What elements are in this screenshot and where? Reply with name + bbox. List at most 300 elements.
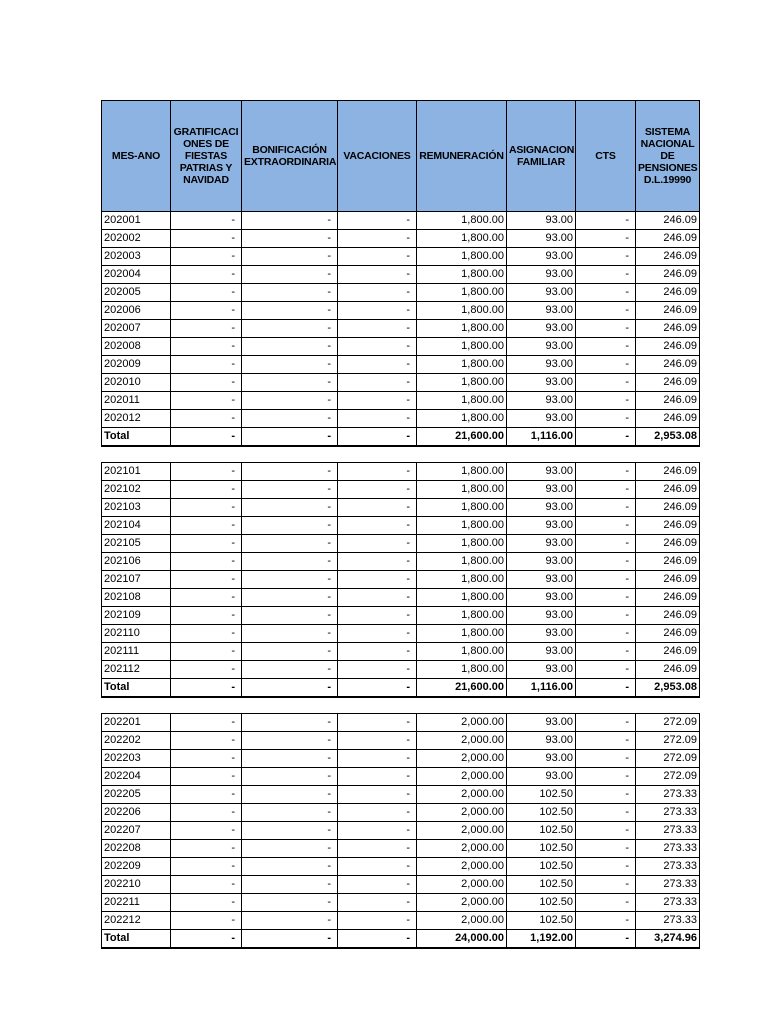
cell-cts: - [576,428,636,447]
table-row [102,463,700,481]
cell-cts: - [576,589,636,607]
cell-vacaciones: - [338,643,417,661]
cell-vacaciones: - [338,338,417,356]
cell-remuneracion: 1,800.00 [417,607,507,625]
table-row [102,840,700,858]
cell-mes-ano: Total [102,679,171,698]
header-asignacion: ASIGNACION FAMILIAR [507,101,576,212]
cell-snp: 273.33 [636,840,700,858]
table-row [102,822,700,840]
cell-gratificaciones: - [171,392,242,410]
cell-gratificaciones: - [171,858,242,876]
cell-asignacion: 102.50 [507,876,576,894]
cell-snp: 272.09 [636,750,700,768]
cell-gratificaciones: - [171,248,242,266]
cell-cts: - [576,302,636,320]
cell-mes-ano: 202102 [102,481,171,499]
cell-mes-ano: 202007 [102,320,171,338]
cell-snp: 246.09 [636,248,700,266]
cell-gratificaciones: - [171,266,242,284]
cell-bonificacion: - [242,607,338,625]
cell-mes-ano: 202010 [102,374,171,392]
cell-vacaciones: - [338,894,417,912]
cell-vacaciones: - [338,392,417,410]
table-row [102,804,700,822]
cell-vacaciones: - [338,266,417,284]
table-row [102,392,700,410]
table-row [102,212,700,230]
table-row [102,661,700,679]
cell-vacaciones: - [338,374,417,392]
cell-bonificacion: - [242,858,338,876]
cell-vacaciones: - [338,356,417,374]
cell-mes-ano: 202211 [102,894,171,912]
cell-remuneracion: 2,000.00 [417,894,507,912]
cell-bonificacion: - [242,248,338,266]
cell-bonificacion: - [242,643,338,661]
cell-asignacion: 93.00 [507,338,576,356]
cell-snp: 272.09 [636,714,700,732]
cell-remuneracion: 21,600.00 [417,428,507,447]
cell-remuneracion: 1,800.00 [417,517,507,535]
cell-cts: - [576,356,636,374]
cell-bonificacion: - [242,553,338,571]
cell-vacaciones: - [338,786,417,804]
cell-gratificaciones: - [171,499,242,517]
cell-snp: 246.09 [636,535,700,553]
cell-snp: 273.33 [636,858,700,876]
cell-asignacion: 93.00 [507,320,576,338]
cell-asignacion: 93.00 [507,248,576,266]
cell-cts: - [576,499,636,517]
cell-remuneracion: 2,000.00 [417,840,507,858]
cell-snp: 246.09 [636,643,700,661]
cell-mes-ano: 202108 [102,589,171,607]
table-row [102,374,700,392]
table-row [102,912,700,930]
cell-mes-ano: 202210 [102,876,171,894]
cell-remuneracion: 24,000.00 [417,930,507,949]
cell-bonificacion: - [242,212,338,230]
cell-mes-ano: 202008 [102,338,171,356]
cell-snp: 246.09 [636,517,700,535]
cell-snp: 246.09 [636,410,700,428]
cell-vacaciones: - [338,517,417,535]
cell-remuneracion: 1,800.00 [417,212,507,230]
cell-snp: 246.09 [636,284,700,302]
header-cts: CTS [576,101,636,212]
cell-mes-ano: 202110 [102,625,171,643]
cell-snp: 246.09 [636,553,700,571]
cell-vacaciones: - [338,589,417,607]
cell-gratificaciones: - [171,876,242,894]
cell-bonificacion: - [242,535,338,553]
cell-bonificacion: - [242,356,338,374]
cell-asignacion: 93.00 [507,463,576,481]
cell-remuneracion: 2,000.00 [417,822,507,840]
cell-vacaciones: - [338,535,417,553]
cell-vacaciones: - [338,428,417,447]
block-spacer [102,697,700,714]
cell-gratificaciones: - [171,481,242,499]
cell-remuneracion: 1,800.00 [417,302,507,320]
cell-vacaciones: - [338,750,417,768]
cell-mes-ano: 202208 [102,840,171,858]
cell-bonificacion: - [242,625,338,643]
cell-snp: 2,953.08 [636,428,700,447]
table-row [102,768,700,786]
table-row [102,607,700,625]
cell-cts: - [576,320,636,338]
cell-remuneracion: 1,800.00 [417,625,507,643]
pension-table [101,100,700,949]
total-row [102,930,700,949]
cell-gratificaciones: - [171,517,242,535]
cell-remuneracion: 2,000.00 [417,912,507,930]
cell-cts: - [576,517,636,535]
cell-mes-ano: 202204 [102,768,171,786]
table-row [102,858,700,876]
cell-gratificaciones: - [171,912,242,930]
cell-asignacion: 102.50 [507,840,576,858]
header-gratificaciones: GRATIFICACI ONES DE FIESTAS PATRIAS Y NAVIDAD [171,101,242,212]
cell-remuneracion: 1,800.00 [417,481,507,499]
cell-snp: 273.33 [636,786,700,804]
cell-vacaciones: - [338,571,417,589]
cell-mes-ano: 202112 [102,661,171,679]
cell-snp: 246.09 [636,661,700,679]
cell-snp: 246.09 [636,463,700,481]
cell-mes-ano: 202005 [102,284,171,302]
cell-vacaciones: - [338,768,417,786]
cell-gratificaciones: - [171,930,242,949]
cell-gratificaciones: - [171,607,242,625]
cell-snp: 273.33 [636,804,700,822]
cell-gratificaciones: - [171,750,242,768]
table-row [102,750,700,768]
cell-mes-ano: 202004 [102,266,171,284]
cell-asignacion: 93.00 [507,625,576,643]
cell-bonificacion: - [242,266,338,284]
cell-asignacion: 93.00 [507,750,576,768]
cell-remuneracion: 1,800.00 [417,356,507,374]
cell-mes-ano: 202001 [102,212,171,230]
cell-snp: 246.09 [636,499,700,517]
cell-asignacion: 93.00 [507,714,576,732]
cell-bonificacion: - [242,571,338,589]
cell-mes-ano: 202105 [102,535,171,553]
cell-mes-ano: 202209 [102,858,171,876]
cell-gratificaciones: - [171,320,242,338]
cell-asignacion: 93.00 [507,302,576,320]
cell-asignacion: 1,116.00 [507,679,576,698]
cell-cts: - [576,535,636,553]
cell-asignacion: 93.00 [507,535,576,553]
cell-gratificaciones: - [171,822,242,840]
cell-gratificaciones: - [171,714,242,732]
table-row [102,302,700,320]
cell-gratificaciones: - [171,589,242,607]
cell-cts: - [576,768,636,786]
cell-asignacion: 102.50 [507,804,576,822]
table-row [102,320,700,338]
header-remuneracion: REMUNERACIÓN [417,101,507,212]
cell-remuneracion: 2,000.00 [417,732,507,750]
cell-vacaciones: - [338,410,417,428]
cell-remuneracion: 1,800.00 [417,463,507,481]
cell-remuneracion: 2,000.00 [417,786,507,804]
cell-snp: 246.09 [636,607,700,625]
cell-gratificaciones: - [171,374,242,392]
cell-remuneracion: 2,000.00 [417,804,507,822]
cell-asignacion: 93.00 [507,410,576,428]
table-row [102,499,700,517]
cell-asignacion: 93.00 [507,499,576,517]
cell-asignacion: 93.00 [507,284,576,302]
cell-asignacion: 93.00 [507,589,576,607]
cell-gratificaciones: - [171,840,242,858]
cell-gratificaciones: - [171,732,242,750]
cell-cts: - [576,212,636,230]
cell-vacaciones: - [338,248,417,266]
cell-bonificacion: - [242,410,338,428]
table-row [102,643,700,661]
cell-vacaciones: - [338,302,417,320]
cell-mes-ano: 202206 [102,804,171,822]
cell-remuneracion: 1,800.00 [417,284,507,302]
cell-bonificacion: - [242,714,338,732]
cell-gratificaciones: - [171,661,242,679]
cell-mes-ano: 202101 [102,463,171,481]
cell-bonificacion: - [242,374,338,392]
cell-bonificacion: - [242,517,338,535]
table-row [102,410,700,428]
table-row [102,248,700,266]
cell-remuneracion: 1,800.00 [417,553,507,571]
cell-asignacion: 93.00 [507,266,576,284]
cell-bonificacion: - [242,840,338,858]
header-vacaciones: VACACIONES [338,101,417,212]
cell-snp: 246.09 [636,212,700,230]
cell-mes-ano: 202202 [102,732,171,750]
cell-remuneracion: 1,800.00 [417,499,507,517]
cell-vacaciones: - [338,732,417,750]
header-bonificacion: BONIFICACIÓN EXTRAORDINARIA [242,101,338,212]
cell-cts: - [576,410,636,428]
cell-vacaciones: - [338,212,417,230]
cell-cts: - [576,714,636,732]
header-mes-ano: MES-ANO [102,101,171,212]
table-row [102,535,700,553]
cell-bonificacion: - [242,876,338,894]
cell-cts: - [576,607,636,625]
cell-asignacion: 93.00 [507,356,576,374]
cell-remuneracion: 1,800.00 [417,338,507,356]
cell-remuneracion: 1,800.00 [417,248,507,266]
cell-remuneracion: 1,800.00 [417,374,507,392]
cell-cts: - [576,876,636,894]
cell-vacaciones: - [338,230,417,248]
header-snp: SISTEMA NACIONAL DE PENSIONES D.L.19990 [636,101,700,212]
cell-bonificacion: - [242,661,338,679]
cell-cts: - [576,786,636,804]
table-row [102,732,700,750]
cell-bonificacion: - [242,750,338,768]
cell-cts: - [576,553,636,571]
cell-cts: - [576,481,636,499]
table-row [102,876,700,894]
cell-cts: - [576,930,636,949]
cell-remuneracion: 1,800.00 [417,266,507,284]
cell-mes-ano: 202009 [102,356,171,374]
table-row [102,481,700,499]
table-row [102,625,700,643]
cell-asignacion: 102.50 [507,822,576,840]
cell-cts: - [576,248,636,266]
cell-mes-ano: 202205 [102,786,171,804]
cell-bonificacion: - [242,894,338,912]
cell-remuneracion: 2,000.00 [417,768,507,786]
cell-remuneracion: 1,800.00 [417,643,507,661]
cell-gratificaciones: - [171,786,242,804]
cell-asignacion: 93.00 [507,517,576,535]
cell-asignacion: 93.00 [507,553,576,571]
cell-cts: - [576,750,636,768]
cell-snp: 273.33 [636,876,700,894]
cell-snp: 246.09 [636,302,700,320]
cell-cts: - [576,625,636,643]
cell-gratificaciones: - [171,625,242,643]
cell-bonificacion: - [242,804,338,822]
cell-remuneracion: 2,000.00 [417,714,507,732]
cell-asignacion: 93.00 [507,392,576,410]
cell-snp: 3,274.96 [636,930,700,949]
cell-bonificacion: - [242,499,338,517]
cell-mes-ano: 202207 [102,822,171,840]
cell-asignacion: 102.50 [507,912,576,930]
cell-cts: - [576,679,636,698]
cell-gratificaciones: - [171,804,242,822]
cell-asignacion: 93.00 [507,607,576,625]
cell-snp: 273.33 [636,912,700,930]
table-row [102,517,700,535]
cell-asignacion: 102.50 [507,858,576,876]
cell-mes-ano: 202109 [102,607,171,625]
cell-vacaciones: - [338,553,417,571]
cell-remuneracion: 2,000.00 [417,858,507,876]
table-row [102,786,700,804]
cell-cts: - [576,266,636,284]
cell-cts: - [576,230,636,248]
cell-bonificacion: - [242,589,338,607]
table-row [102,894,700,912]
cell-vacaciones: - [338,463,417,481]
cell-snp: 246.09 [636,392,700,410]
cell-vacaciones: - [338,661,417,679]
cell-gratificaciones: - [171,571,242,589]
cell-vacaciones: - [338,320,417,338]
cell-mes-ano: Total [102,930,171,949]
cell-gratificaciones: - [171,463,242,481]
cell-bonificacion: - [242,428,338,447]
table-row [102,284,700,302]
cell-asignacion: 93.00 [507,481,576,499]
cell-bonificacion: - [242,230,338,248]
cell-bonificacion: - [242,481,338,499]
table-row [102,266,700,284]
cell-snp: 246.09 [636,230,700,248]
cell-snp: 246.09 [636,374,700,392]
cell-snp: 246.09 [636,571,700,589]
cell-remuneracion: 2,000.00 [417,876,507,894]
cell-gratificaciones: - [171,553,242,571]
cell-remuneracion: 1,800.00 [417,661,507,679]
cell-asignacion: 102.50 [507,894,576,912]
cell-gratificaciones: - [171,643,242,661]
table-row [102,356,700,374]
cell-asignacion: 93.00 [507,643,576,661]
cell-remuneracion: 1,800.00 [417,535,507,553]
cell-gratificaciones: - [171,679,242,698]
cell-vacaciones: - [338,840,417,858]
cell-gratificaciones: - [171,894,242,912]
cell-mes-ano: 202103 [102,499,171,517]
cell-snp: 272.09 [636,768,700,786]
cell-asignacion: 93.00 [507,374,576,392]
cell-vacaciones: - [338,930,417,949]
cell-snp: 246.09 [636,481,700,499]
cell-gratificaciones: - [171,356,242,374]
cell-cts: - [576,840,636,858]
cell-snp: 246.09 [636,320,700,338]
cell-gratificaciones: - [171,338,242,356]
cell-bonificacion: - [242,930,338,949]
cell-bonificacion: - [242,679,338,698]
cell-vacaciones: - [338,499,417,517]
cell-mes-ano: 202203 [102,750,171,768]
spreadsheet [101,100,699,949]
cell-remuneracion: 1,800.00 [417,410,507,428]
cell-mes-ano: 202104 [102,517,171,535]
cell-bonificacion: - [242,732,338,750]
cell-cts: - [576,661,636,679]
cell-remuneracion: 1,800.00 [417,589,507,607]
cell-vacaciones: - [338,607,417,625]
cell-cts: - [576,338,636,356]
cell-remuneracion: 1,800.00 [417,320,507,338]
cell-bonificacion: - [242,338,338,356]
cell-mes-ano: 202006 [102,302,171,320]
cell-mes-ano: 202012 [102,410,171,428]
cell-gratificaciones: - [171,230,242,248]
cell-cts: - [576,392,636,410]
cell-asignacion: 93.00 [507,230,576,248]
cell-snp: 273.33 [636,822,700,840]
cell-mes-ano: 202002 [102,230,171,248]
cell-vacaciones: - [338,284,417,302]
cell-asignacion: 1,192.00 [507,930,576,949]
cell-remuneracion: 1,800.00 [417,571,507,589]
cell-vacaciones: - [338,804,417,822]
cell-snp: 246.09 [636,356,700,374]
cell-mes-ano: 202106 [102,553,171,571]
cell-cts: - [576,858,636,876]
cell-cts: - [576,374,636,392]
table-row [102,714,700,732]
cell-vacaciones: - [338,912,417,930]
cell-mes-ano: 202212 [102,912,171,930]
cell-mes-ano: 202111 [102,643,171,661]
